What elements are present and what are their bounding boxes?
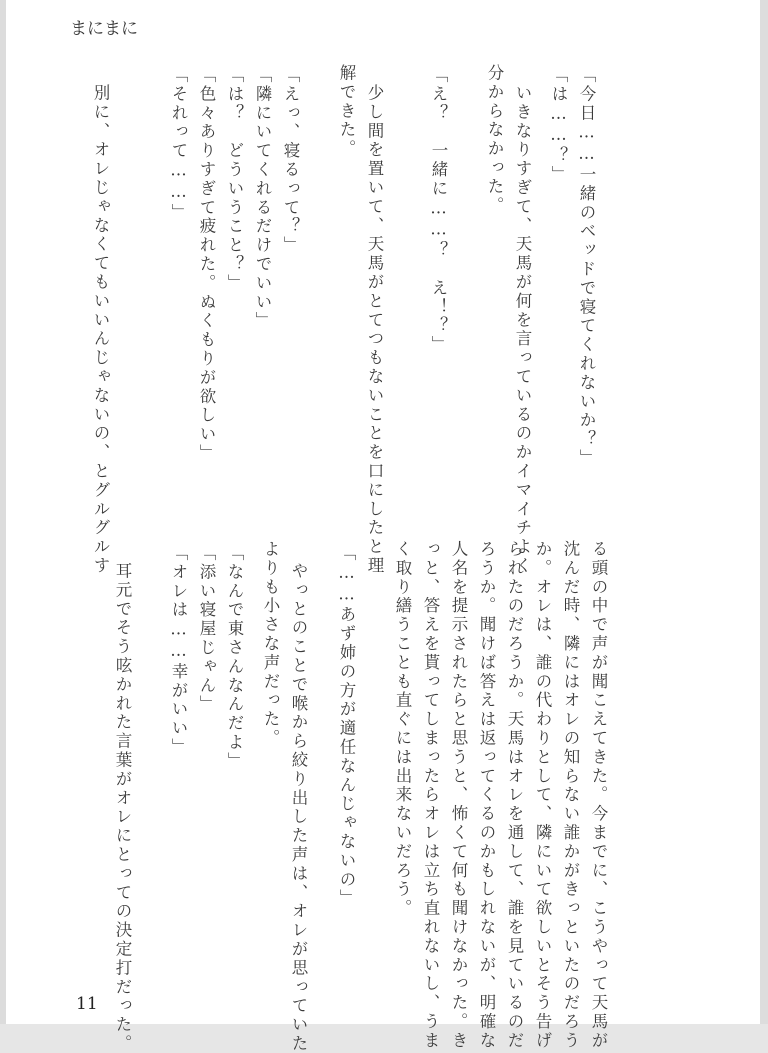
text-column: 「なんで東さんなんだよ」 <box>225 544 244 771</box>
text-column: 耳元でそう呟かれた言葉がオレにとっての決定打だった。 <box>113 562 132 1053</box>
text-column: 「今日……一緒のベッドで寝てくれないか？」 <box>577 66 596 468</box>
text-column: 「えっ、寝るって？」 <box>281 66 300 255</box>
text-column: 人名を提示されたらと思うと、怖くて何も聞けなかった。き <box>449 540 468 1051</box>
text-column: 「色々ありすぎて疲れた。ぬくもりが欲しい」 <box>197 66 216 463</box>
text-column: よりも小さな声だった。 <box>261 540 280 748</box>
running-header-title: まにまに <box>70 19 138 39</box>
text-column: 別に、オレじゃなくてもいいんじゃないの、とグルグルす <box>91 84 110 576</box>
text-column: 「は……？」 <box>549 66 568 185</box>
text-column: やっとのことで喉から絞り出した声は、オレが思っていた <box>289 562 308 1053</box>
text-column: 沈んだ時、隣にはオレの知らない誰かがきっといたのだろう <box>561 540 580 1051</box>
text-column: 「隣にいてくれるだけでいい」 <box>253 66 272 331</box>
text-column: 少し間を置いて、天馬がとてつもないことを口にしたと理 <box>365 84 384 576</box>
text-column: られたのだろうか。天馬はオレを通して、誰を見ているのだ <box>505 540 524 1051</box>
text-column: 「オレは……幸がいい」 <box>169 544 188 757</box>
text-column: 「は？ どういうこと？」 <box>225 66 244 293</box>
text-column: る頭の中で声が聞こえてきた。今までに、こうやって天馬が <box>589 540 608 1051</box>
text-column: 「それって……」 <box>169 66 188 223</box>
text-column: 分からなかった。 <box>485 64 504 216</box>
page-number: 11 <box>76 994 98 1014</box>
text-column: ろうか。聞けば答えは返ってくるのかもしれないが、明確な <box>477 540 496 1051</box>
text-column: 「添い寝屋じゃん」 <box>197 544 216 715</box>
text-column: か。オレは、誰の代わりとして、隣にいて欲しいとそう告げ <box>533 540 552 1051</box>
text-column: く取り繕うことも直ぐには出来ないだろう。 <box>393 540 412 918</box>
text-column: 解できた。 <box>337 64 356 159</box>
text-column: 「……あず姉の方が適任なんじゃないの」 <box>337 544 356 909</box>
text-column: 「え？ 一緒に……？ え！？」 <box>429 66 448 355</box>
book-page <box>6 0 760 1053</box>
text-column: いきなりすぎて、天馬が何を言っているのかイマイチよく <box>513 84 532 576</box>
viewer-right-edge <box>760 0 768 1024</box>
text-column: っと、答えを貰ってしまったらオレは立ち直れないし、うま <box>421 540 440 1051</box>
